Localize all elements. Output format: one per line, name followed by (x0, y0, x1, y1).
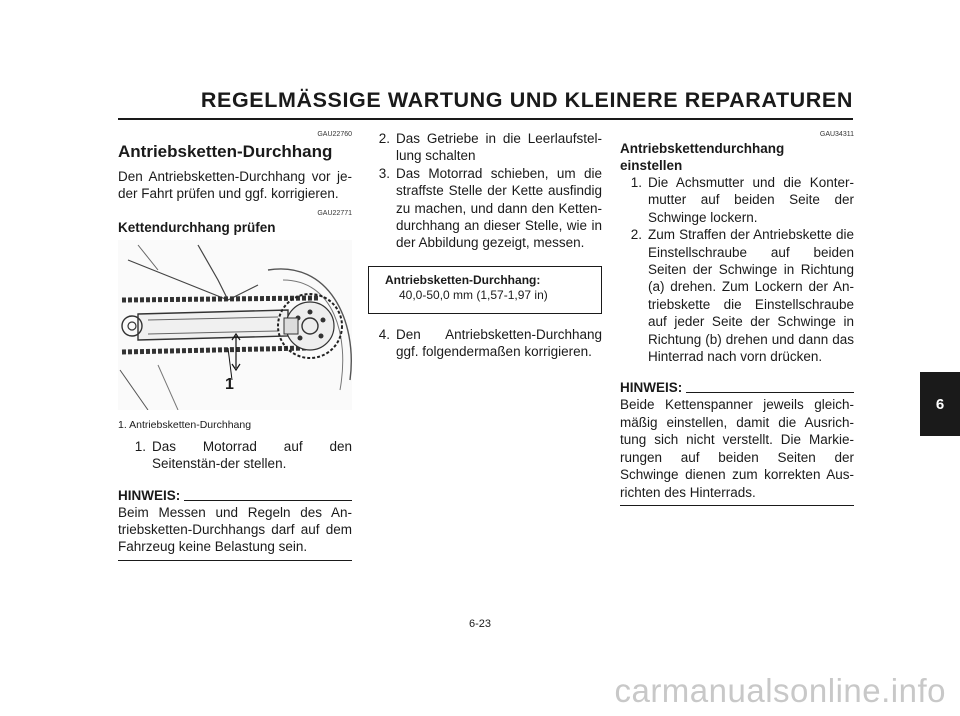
section-title: Antriebsketten-Durchhang (118, 142, 333, 161)
note-text: Beide Kettenspanner jeweils gleich-mäßig einstellen, damit die Ausrich-tung sich nicht verstellt. Die Markie-rungen auf beiden Seiten der Schwinge dienen zum korrekten Aus-richten des Hinterrads. (620, 396, 854, 505)
chapter-number: 6 (935, 395, 945, 413)
subsection-title: Antriebskettendurchhang (620, 141, 785, 156)
step-list (118, 438, 352, 473)
chapter-tab[interactable] (920, 372, 960, 436)
intro-paragraph: Den Antriebsketten-Durchhang vor je-der Fahrt prüfen und ggf. korrigieren. (118, 169, 352, 202)
list-item: 1. Das Motorrad auf den Seitenstän-der stellen. (134, 438, 352, 472)
list-item: 3. Das Motorrad schieben, um die straffste Stelle der Kette ausfindig zu machen, und dann den Ketten-durchhang an dieser Stelle, wie in der Abbildung gezeigt, messen. (378, 165, 602, 251)
figure-caption: 1. Antriebsketten-Durchhang (118, 418, 252, 431)
spec-value: 40,0-50,0 mm (1,57-1,97 in) (399, 287, 548, 302)
note-header (118, 487, 352, 504)
step-list (368, 326, 602, 361)
list-item: 4. Den Antriebsketten-Durchhang ggf. folgendermaßen korrigieren. (378, 326, 602, 360)
column-left (118, 130, 352, 561)
reference-code: GAU22760 (317, 131, 352, 138)
watermark: carmanualsonline.info (614, 672, 946, 709)
note-rule (686, 392, 854, 393)
page-title: REGELMÄSSIGE WARTUNG UND KLEINERE REPARATUREN (200, 88, 853, 112)
figure-callout-label: 1 (225, 375, 234, 393)
note-rule (184, 500, 352, 501)
specification-box (368, 266, 602, 314)
column-right (620, 130, 854, 506)
list-item: 1. Die Achsmutter und die Konter-mutter auf beiden Seite der Schwinge lockern. (630, 175, 854, 225)
note-label: HINWEIS: (118, 487, 181, 503)
step-list (620, 174, 854, 365)
list-item: 2. Zum Straffen der Antriebskette die Einstellschraube auf beiden Seiten der Schwinge in Richtung (a) drehen. Zum Lockern der An-triebskette die Einstellschraube auf jeder Seite der Schwinge in Richtung (b) drehen und dann das Hinterrad nach vorn drücken. (630, 227, 854, 365)
list-item: 2. Das Getriebe in die Leerlaufstel-lung schalten (378, 131, 602, 164)
step-list (368, 130, 602, 252)
note-label: HINWEIS: (620, 380, 683, 396)
reference-code: GAU34311 (819, 131, 854, 138)
chain-slack-illustration (118, 240, 352, 410)
page-header (118, 88, 853, 120)
spec-title: Antriebsketten-Durchhang: (385, 272, 541, 287)
column-middle (368, 130, 602, 361)
swingarm-drawing (118, 240, 352, 410)
note-text: Beim Messen und Regeln des An-triebsketten-Durchhangs darf auf dem Fahrzeug keine Belastung sein. (118, 504, 352, 561)
subsection-title: Kettendurchhang prüfen (118, 219, 276, 235)
reference-code: GAU22771 (317, 209, 352, 217)
page-number: 6-23 (468, 618, 492, 630)
note-header (620, 379, 854, 396)
subsection-title-line2: einstellen (620, 158, 683, 173)
